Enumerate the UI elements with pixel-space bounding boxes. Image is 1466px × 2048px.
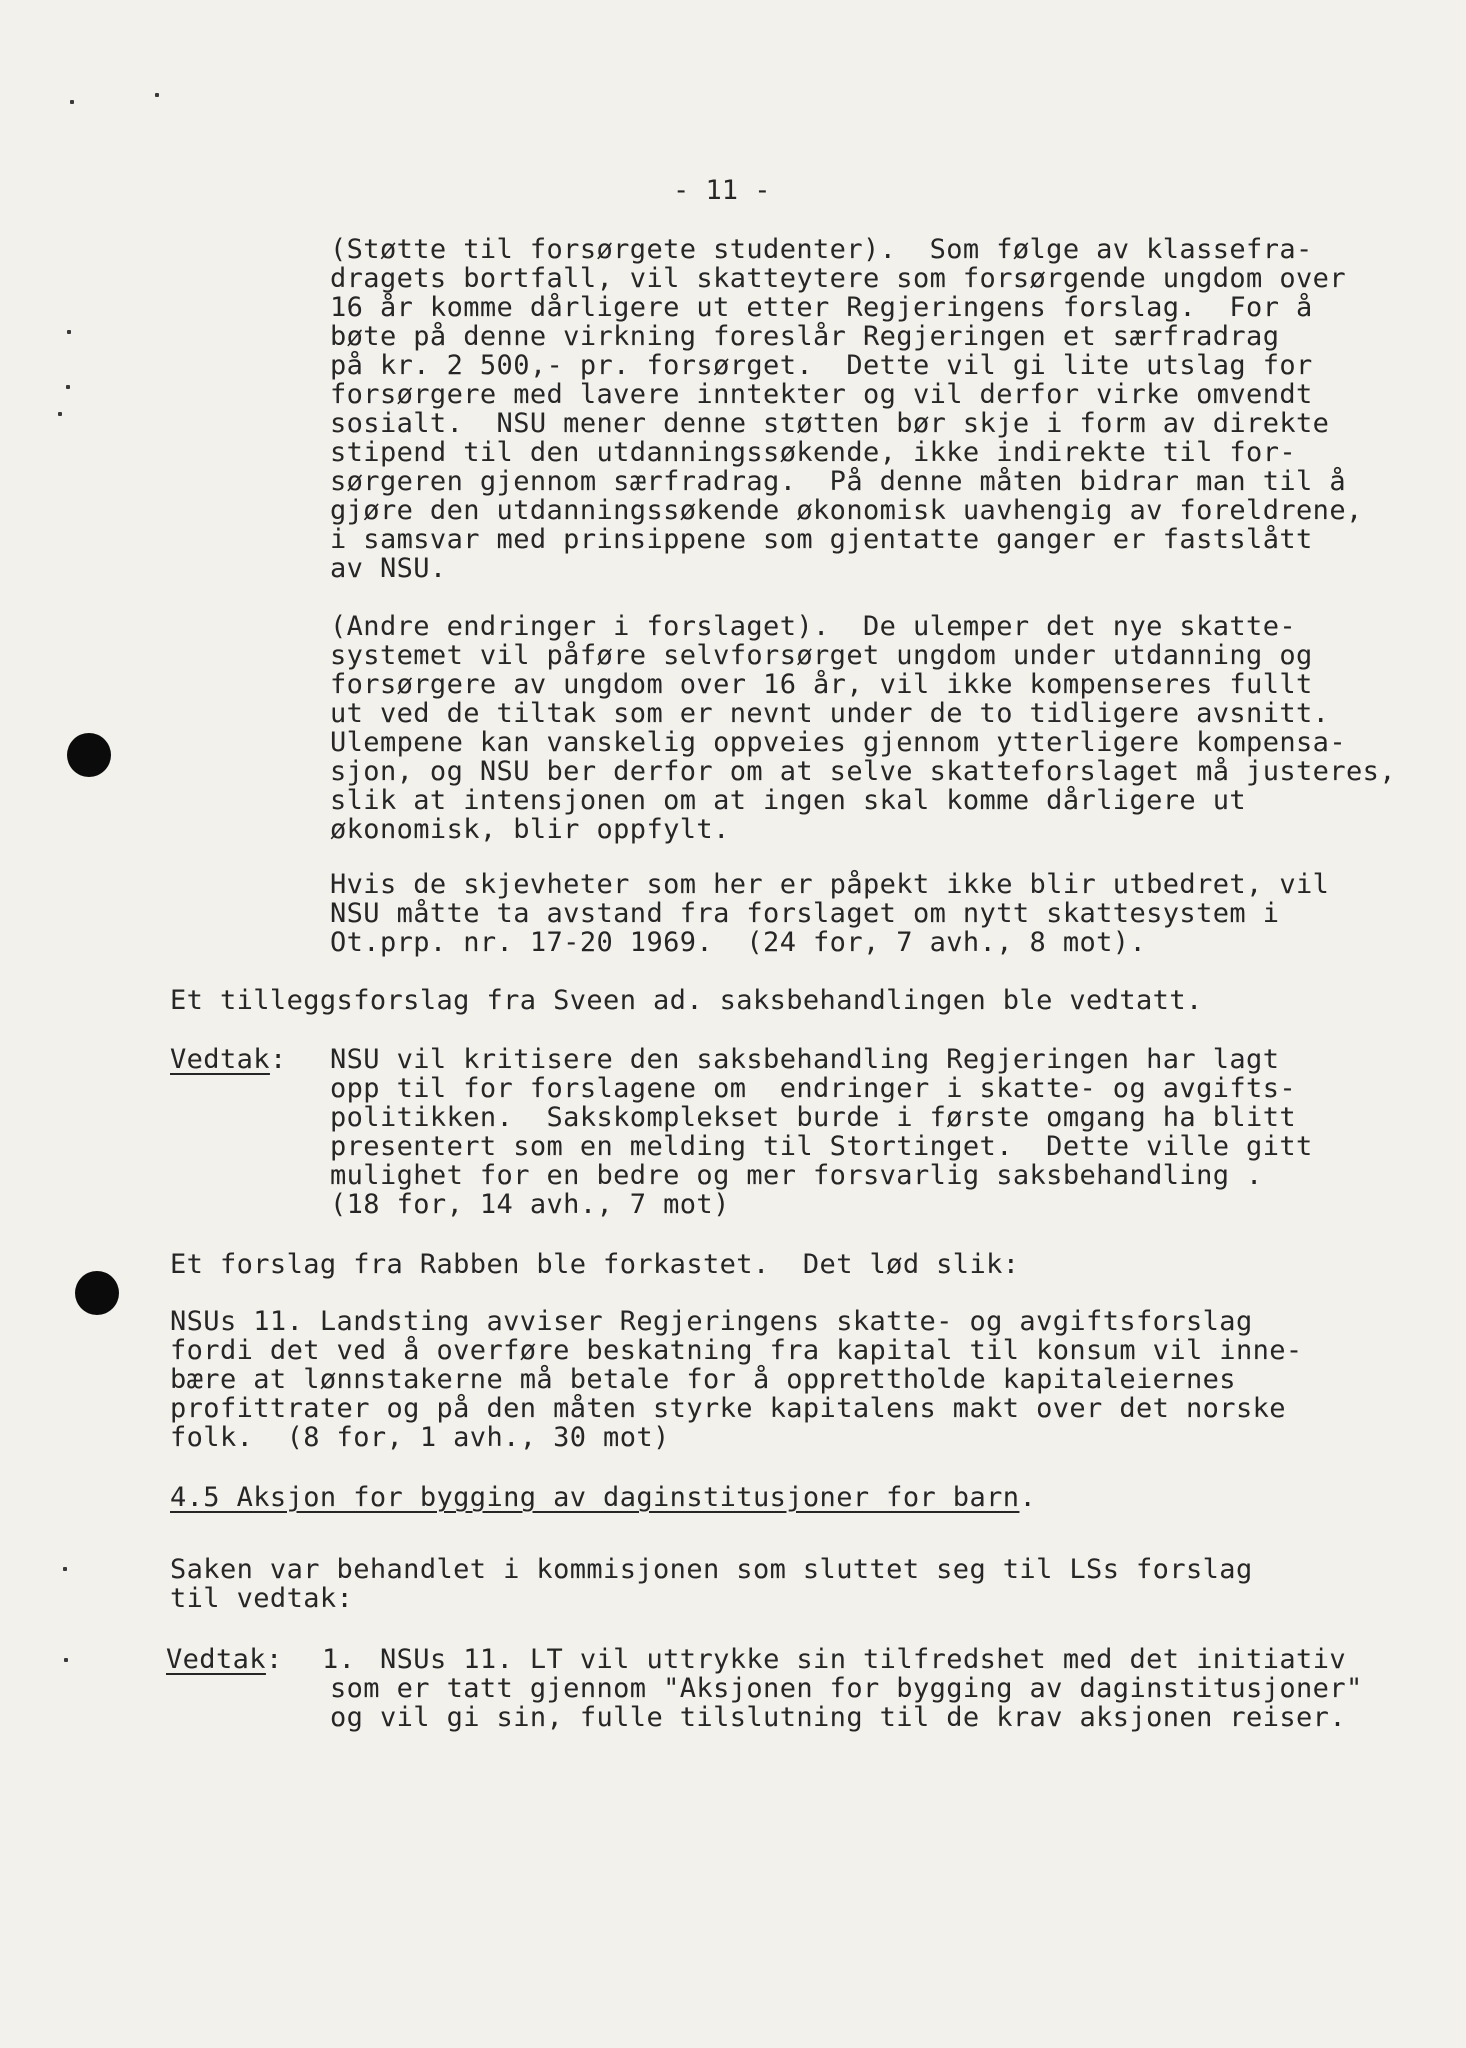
text-line: 16 år komme dårligere ut etter Regjeringens forslag. For å	[330, 292, 1313, 323]
text-line: av NSU.	[330, 553, 447, 584]
margin-speck	[64, 1658, 68, 1662]
vedtak-item-number: 1.	[322, 1644, 356, 1675]
punch-hole-top	[67, 733, 111, 777]
text-line: som er tatt gjennom "Aksjonen for bygging av daginstitusjoner"	[330, 1673, 1363, 1704]
margin-speck	[66, 385, 70, 389]
vedtak-label	[166, 1645, 283, 1674]
text-line: forsørgere av ungdom over 16 år, vil ikke kompenseres fullt	[330, 669, 1313, 700]
vedtak-label-text: Vedtak	[170, 1044, 270, 1075]
vedtak-label	[170, 1045, 287, 1074]
text-line: til vedtak:	[170, 1583, 354, 1614]
text-line: presentert som en melding til Stortinget. Dette ville gitt	[330, 1131, 1313, 1162]
text-line: bære at lønnstakerne må betale for å opprettholde kapitaleiernes	[170, 1364, 1236, 1395]
text-line: NSUs 11. LT vil uttrykke sin tilfredshet med det initiativ	[380, 1644, 1347, 1675]
margin-speck	[70, 100, 74, 104]
margin-speck	[67, 330, 71, 334]
text-line: stipend til den utdanningssøkende, ikke indirekte til for-	[330, 437, 1297, 468]
text-line: på kr. 2 500,- pr. forsørget. Dette vil gi lite utslag for	[330, 350, 1313, 381]
text-line: NSU vil kritisere den saksbehandling Regjeringen har lagt	[330, 1044, 1280, 1075]
page-number: - 11 -	[673, 175, 771, 206]
section-heading-text: 4.5 Aksjon for bygging av daginstitusjoner for barn	[170, 1482, 1020, 1513]
text-line: opp til for forslagene om endringer i skatte- og avgifts-	[330, 1073, 1297, 1104]
text-line: i samsvar med prinsippene som gjentatte ganger er fastslått	[330, 524, 1313, 555]
text-line: Hvis de skjevheter som her er påpekt ikke blir utbedret, vil	[330, 869, 1330, 900]
tilleggsforslag-line: Et tilleggsforslag fra Sveen ad. saksbehandlingen ble vedtatt.	[170, 985, 1203, 1016]
text-line: folk. (8 for, 1 avh., 30 mot)	[170, 1422, 670, 1453]
text-line: mulighet for en bedre og mer forsvarlig saksbehandling .	[330, 1160, 1263, 1191]
margin-speck	[58, 412, 62, 416]
text-line: profittrater og på den måten styrke kapitalens makt over det norske	[170, 1393, 1286, 1424]
text-line: fordi det ved å overføre beskatning fra kapital til konsum vil inne-	[170, 1335, 1303, 1366]
text-line: sjon, og NSU ber derfor om at selve skatteforslaget må justeres,	[330, 756, 1396, 787]
margin-speck	[155, 93, 159, 97]
text-line: NSUs 11. Landsting avviser Regjeringens skatte- og avgiftsforslag	[170, 1306, 1253, 1337]
section-heading-period: .	[1019, 1482, 1037, 1513]
text-line: forsørgere med lavere inntekter og vil derfor virke omvendt	[330, 379, 1313, 410]
vedtak-label-colon: :	[265, 1644, 283, 1675]
text-line: (Støtte til forsørgete studenter). Som følge av klassefra-	[330, 234, 1313, 265]
text-line: Ot.prp. nr. 17-20 1969. (24 for, 7 avh., 8 mot).	[330, 927, 1147, 958]
text-line: (18 for, 14 avh., 7 mot)	[330, 1189, 730, 1220]
text-line: gjøre den utdanningssøkende økonomisk uavhengig av foreldrene,	[330, 495, 1363, 526]
text-line: sosialt. NSU mener denne støtten bør skje i form av direkte	[330, 408, 1330, 439]
punch-hole-bottom	[75, 1271, 119, 1315]
rabben-intro-line: Et forslag fra Rabben ble forkastet. Det lød slik:	[170, 1249, 1020, 1280]
text-line: systemet vil påføre selvforsørget ungdom under utdanning og	[330, 640, 1313, 671]
text-line: slik at intensjonen om at ingen skal komme dårligere ut	[330, 785, 1247, 816]
text-line: og vil gi sin, fulle tilslutning til de krav aksjonen reiser.	[330, 1702, 1346, 1733]
text-line: Saken var behandlet i kommisjonen som sluttet seg til LSs forslag	[170, 1554, 1253, 1585]
text-line: politikken. Sakskomplekset burde i første omgang ha blitt	[330, 1102, 1297, 1133]
text-line: NSU måtte ta avstand fra forslaget om nytt skattesystem i	[330, 898, 1280, 929]
text-line: ut ved de tiltak som er nevnt under de to tidligere avsnitt.	[330, 698, 1330, 729]
text-line: Ulempene kan vanskelig oppveies gjennom ytterligere kompensa-	[330, 727, 1346, 758]
text-line: økonomisk, blir oppfylt.	[330, 814, 730, 845]
margin-speck	[63, 1567, 67, 1571]
text-line: dragets bortfall, vil skatteytere som forsørgende ungdom over	[330, 263, 1346, 294]
text-line: (Andre endringer i forslaget). De ulemper det nye skatte-	[330, 611, 1297, 642]
text-line: sørgeren gjennom særfradrag. På denne måten bidrar man til å	[330, 466, 1346, 497]
vedtak-label-text: Vedtak	[166, 1644, 266, 1675]
text-line: bøte på denne virkning foreslår Regjeringen et særfradrag	[330, 321, 1280, 352]
vedtak-label-colon: :	[269, 1044, 287, 1075]
section-heading-4-5	[170, 1483, 1036, 1512]
